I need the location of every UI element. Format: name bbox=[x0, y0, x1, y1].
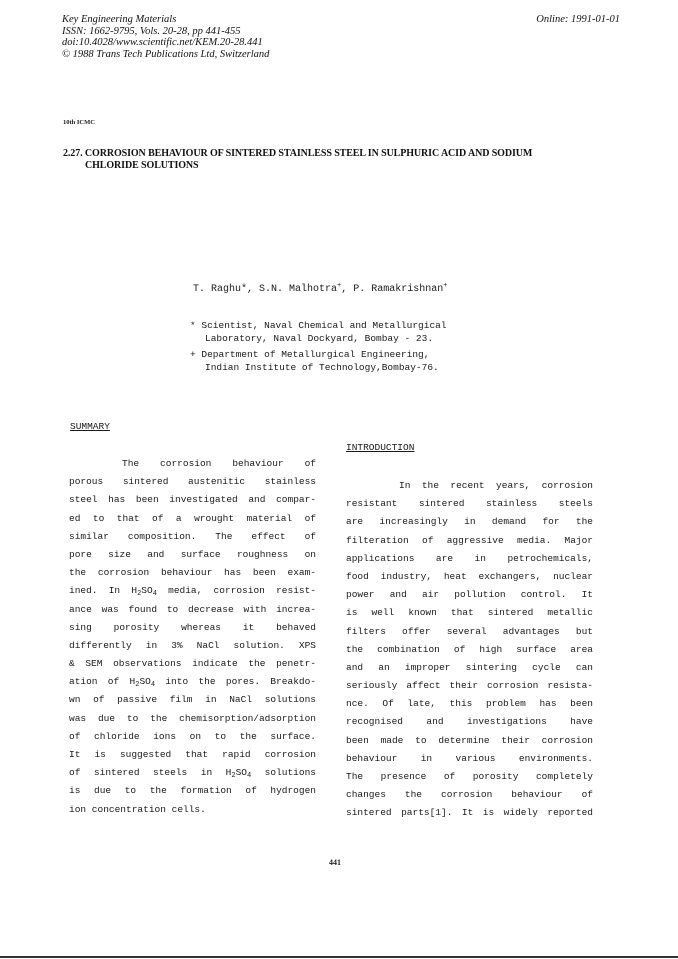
summary-column bbox=[69, 455, 316, 819]
subscript: 4 bbox=[152, 590, 157, 599]
text-line: food industry, heat exchangers, nuclear bbox=[346, 570, 593, 582]
text-line: similar composition. The effect of bbox=[69, 530, 316, 542]
author-names-1: T. Raghu*, S.N. Malhotra bbox=[193, 284, 338, 295]
text-line: recognised and investigations have bbox=[346, 716, 593, 728]
affiliation-mark: + bbox=[443, 282, 448, 290]
text-line: & SEM observations indicate the penetr- bbox=[69, 658, 316, 670]
text-line: ion concentration cells. bbox=[69, 803, 206, 815]
text-line: behaviour in various environments. bbox=[346, 752, 593, 764]
text-fragment: ation of H bbox=[69, 676, 136, 688]
text-line: steel has been investigated and compar- bbox=[69, 494, 316, 506]
journal-header bbox=[62, 14, 269, 60]
text-line: nce. Of late, this problem has been bbox=[346, 698, 593, 710]
text-fragment: SO bbox=[141, 585, 153, 597]
affiliation-line: Indian Institute of Technology,Bombay-76. bbox=[205, 362, 439, 373]
paper-title bbox=[63, 148, 623, 171]
text-line: was due to the chemisorption/adsorption bbox=[69, 712, 316, 724]
text-line: ed to that of a wrought material of bbox=[69, 512, 316, 524]
copyright-line: © 1988 Trans Tech Publications Ltd, Switzerland bbox=[62, 48, 270, 60]
text-line: It is suggested that rapid corrosion bbox=[69, 749, 316, 760]
text-line: resistant sintered stainless steels bbox=[346, 498, 593, 510]
text-line: the corrosion behaviour has been exam- bbox=[69, 567, 316, 579]
text-fragment: SO bbox=[139, 676, 151, 688]
introduction-heading: INTRODUCTION bbox=[346, 442, 415, 453]
issn-line: ISSN: 1662-9795, Vols. 20-28, pp 441-455 bbox=[62, 25, 241, 37]
conference-label: 10th ICMC bbox=[63, 119, 95, 126]
affiliation-line: Laboratory, Naval Dockyard, Bombay - 23. bbox=[205, 333, 434, 344]
text-line bbox=[69, 582, 316, 600]
affiliation-line: + Department of Metallurgical Engineering, bbox=[190, 349, 430, 360]
affiliation-mark: + bbox=[337, 282, 342, 290]
text-line: of chloride ions on to the surface. bbox=[69, 730, 316, 742]
page-number: 441 bbox=[329, 858, 341, 867]
doi-line: doi:10.4028/www.scientific.net/KEM.20-28.441 bbox=[62, 37, 263, 48]
text-line: is due to the formation of hydrogen bbox=[69, 785, 316, 797]
text-line: the combination of high surface area bbox=[346, 643, 593, 655]
text-line: seriously affect their corrosion resista- bbox=[346, 680, 593, 692]
text-line: The presence of porosity completely bbox=[346, 771, 593, 782]
text-line: is well known that sintered metallic bbox=[346, 607, 593, 619]
text-line: differently in 3% NaCl solution. XPS bbox=[69, 639, 316, 651]
title-line-1: 2.27. CORROSION BEHAVIOUR OF SINTERED STAINLESS STEEL IN SULPHURIC ACID AND SODIUM bbox=[63, 148, 533, 159]
text-line: ance was found to decrease with increa- bbox=[69, 603, 316, 615]
affiliation-line: * Scientist, Naval Chemical and Metallurgical bbox=[190, 320, 447, 331]
text-fragment: solutions bbox=[251, 767, 316, 779]
author-names-2: , P. Ramakrishnan bbox=[341, 284, 444, 295]
text-line: wn of passive film in NaCl solutions bbox=[69, 694, 316, 706]
text-fragment: of sintered steels in H bbox=[69, 767, 232, 779]
title-line-2: CHLORIDE SOLUTIONS bbox=[85, 159, 199, 171]
text-line: porous sintered austenitic stainless bbox=[69, 476, 316, 488]
subscript: 2 bbox=[135, 681, 140, 690]
text-line: The corrosion behaviour of bbox=[122, 458, 316, 469]
subscript: 4 bbox=[246, 772, 252, 781]
bottom-rule bbox=[0, 956, 678, 958]
subscript: 2 bbox=[231, 772, 236, 781]
text-fragment: into the pores. Breakdo- bbox=[155, 676, 316, 688]
text-line: sintered parts[1]. It is widely reported bbox=[346, 807, 593, 819]
text-fragment: SO bbox=[235, 767, 247, 779]
text-line: changes the corrosion behaviour of bbox=[346, 789, 593, 801]
introduction-column bbox=[346, 477, 593, 823]
subscript: 4 bbox=[150, 681, 156, 690]
online-date: Online: 1991-01-01 bbox=[536, 14, 620, 25]
text-line: filteration of aggressive media. Major bbox=[346, 534, 593, 546]
text-line: filters offer several advantages but bbox=[346, 625, 593, 637]
text-line: In the recent years, corrosion bbox=[399, 480, 593, 491]
text-line: pore size and surface roughness on bbox=[69, 548, 316, 560]
text-line: and an improper sintering cycle can bbox=[346, 661, 593, 673]
text-line: are increasingly in demand for the bbox=[346, 516, 593, 528]
text-line bbox=[69, 673, 316, 691]
text-line bbox=[69, 764, 316, 782]
text-fragment: media, corrosion resist- bbox=[156, 585, 316, 597]
text-line: sing porosity whereas it behaved bbox=[69, 621, 316, 633]
text-fragment: ined. In H bbox=[69, 585, 138, 597]
author-list bbox=[193, 282, 447, 295]
summary-heading: SUMMARY bbox=[70, 421, 110, 432]
text-line: been made to determine their corrosion bbox=[346, 734, 593, 746]
journal-name: Key Engineering Materials bbox=[62, 14, 177, 25]
affiliation-1 bbox=[190, 319, 447, 345]
affiliation-2 bbox=[190, 348, 439, 374]
subscript: 2 bbox=[137, 590, 142, 599]
text-line: power and air pollution control. It bbox=[346, 589, 593, 601]
text-line: applications are in petrochemicals, bbox=[346, 552, 593, 564]
